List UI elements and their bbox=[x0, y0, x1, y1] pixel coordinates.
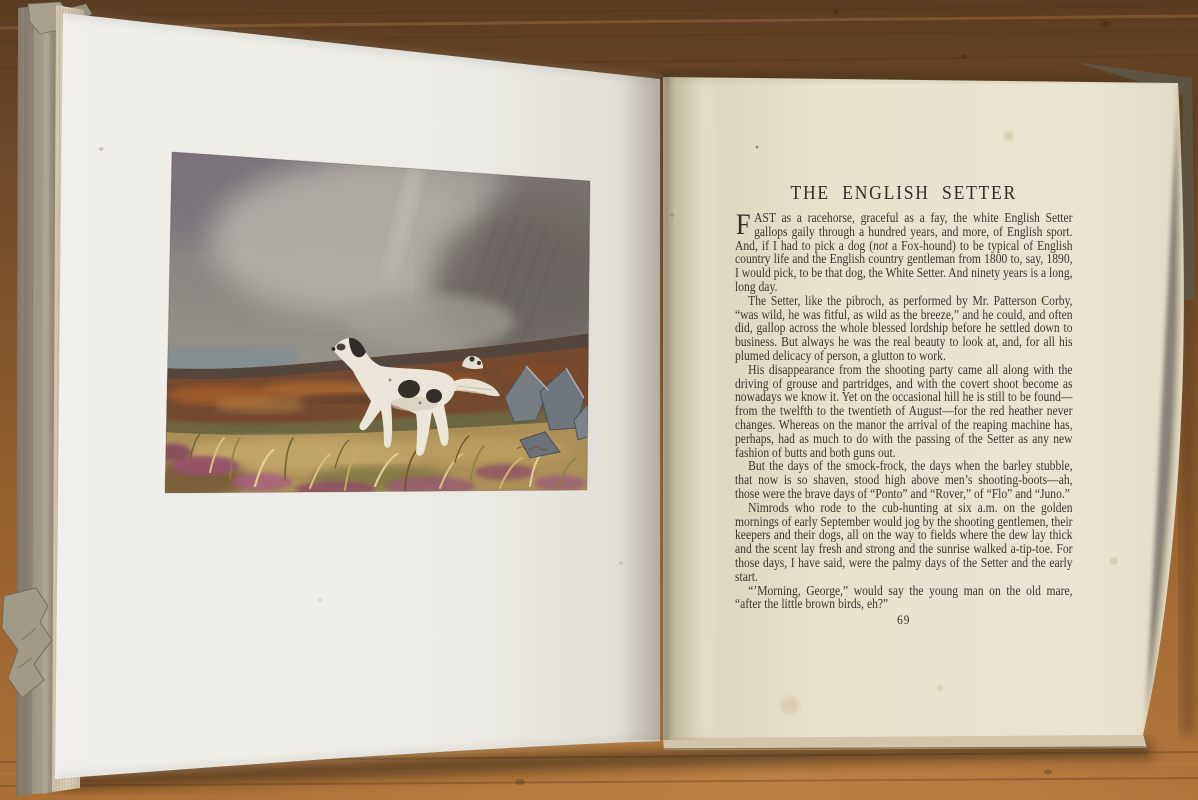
paragraph-1-text: AST as a racehorse, graceful as a fay, the white English Setter gallops gaily through a hundred years, and more, of English sport. And, if I had to pick a dog ( bbox=[735, 210, 1073, 253]
drop-cap: F bbox=[735, 208, 751, 241]
gutter-shadow bbox=[622, 74, 706, 740]
paragraph-1-text-cont: a Fox-hound) to be typical of English country life and the English country gentleman from 1800 to, say, 1890, I would pick, to be that dog, the White Setter. And ninety years is a long, long day. bbox=[735, 237, 1073, 294]
paragraph-3: His disappearance from the shooting party came all along with the driving of grouse and partridges, and with the covert shoot become as nowadays we know it. Yet on the occasional hill he is still to be found—from the twelfth to the twentieth of August—for the red heather never changes. Whereas on the manor the arrival of the reaping machine has, perhaps, had as much to do with the passing of the Setter as any new fashion of butts and both guns out. bbox=[735, 361, 1073, 460]
paragraph-6: “’Morning, George,” would say the young man on the old mare, “after the little brown birds, eh?” bbox=[735, 582, 1073, 612]
chapter-title: THE ENGLISH SETTER bbox=[790, 182, 1018, 204]
paragraph-4: But the days of the smock-frock, the days when the barley stubble, that now is so shaven, stood high above men’s shooting-boots—ah, those were the brave days of “Ponto” and “Rover,” of “Flo” and “Juno.” bbox=[735, 458, 1073, 501]
paragraph-1 bbox=[735, 208, 1073, 294]
page-text-column bbox=[735, 182, 1073, 627]
color-plate-illustration bbox=[125, 130, 630, 500]
page-number: 69 bbox=[897, 612, 911, 628]
paragraph-1-italic: not bbox=[873, 237, 888, 253]
paragraph-5: Nimrods who rode to the cub-hunting at six a.m. on the golden mornings of early September would jog by the shooting gentlemen, their keepers and their dogs, all on the way to fields where the dew lay thick and the scent lay fresh and strong and the sunrise walked a-tip-toe. For those days, I have said, were the palmy days of the Setter and the early start. bbox=[735, 499, 1073, 584]
paragraph-2: The Setter, like the pibroch, as performed by Mr. Patterson Corby, “was wild, he was fitful, as wild as the breeze,” and he could, and often did, gallop across the whole blessed lordship before he settled down to business. But always he was the real beauty to look at, and, for all his plumed delicacy of person, a glutton to work. bbox=[735, 292, 1073, 363]
